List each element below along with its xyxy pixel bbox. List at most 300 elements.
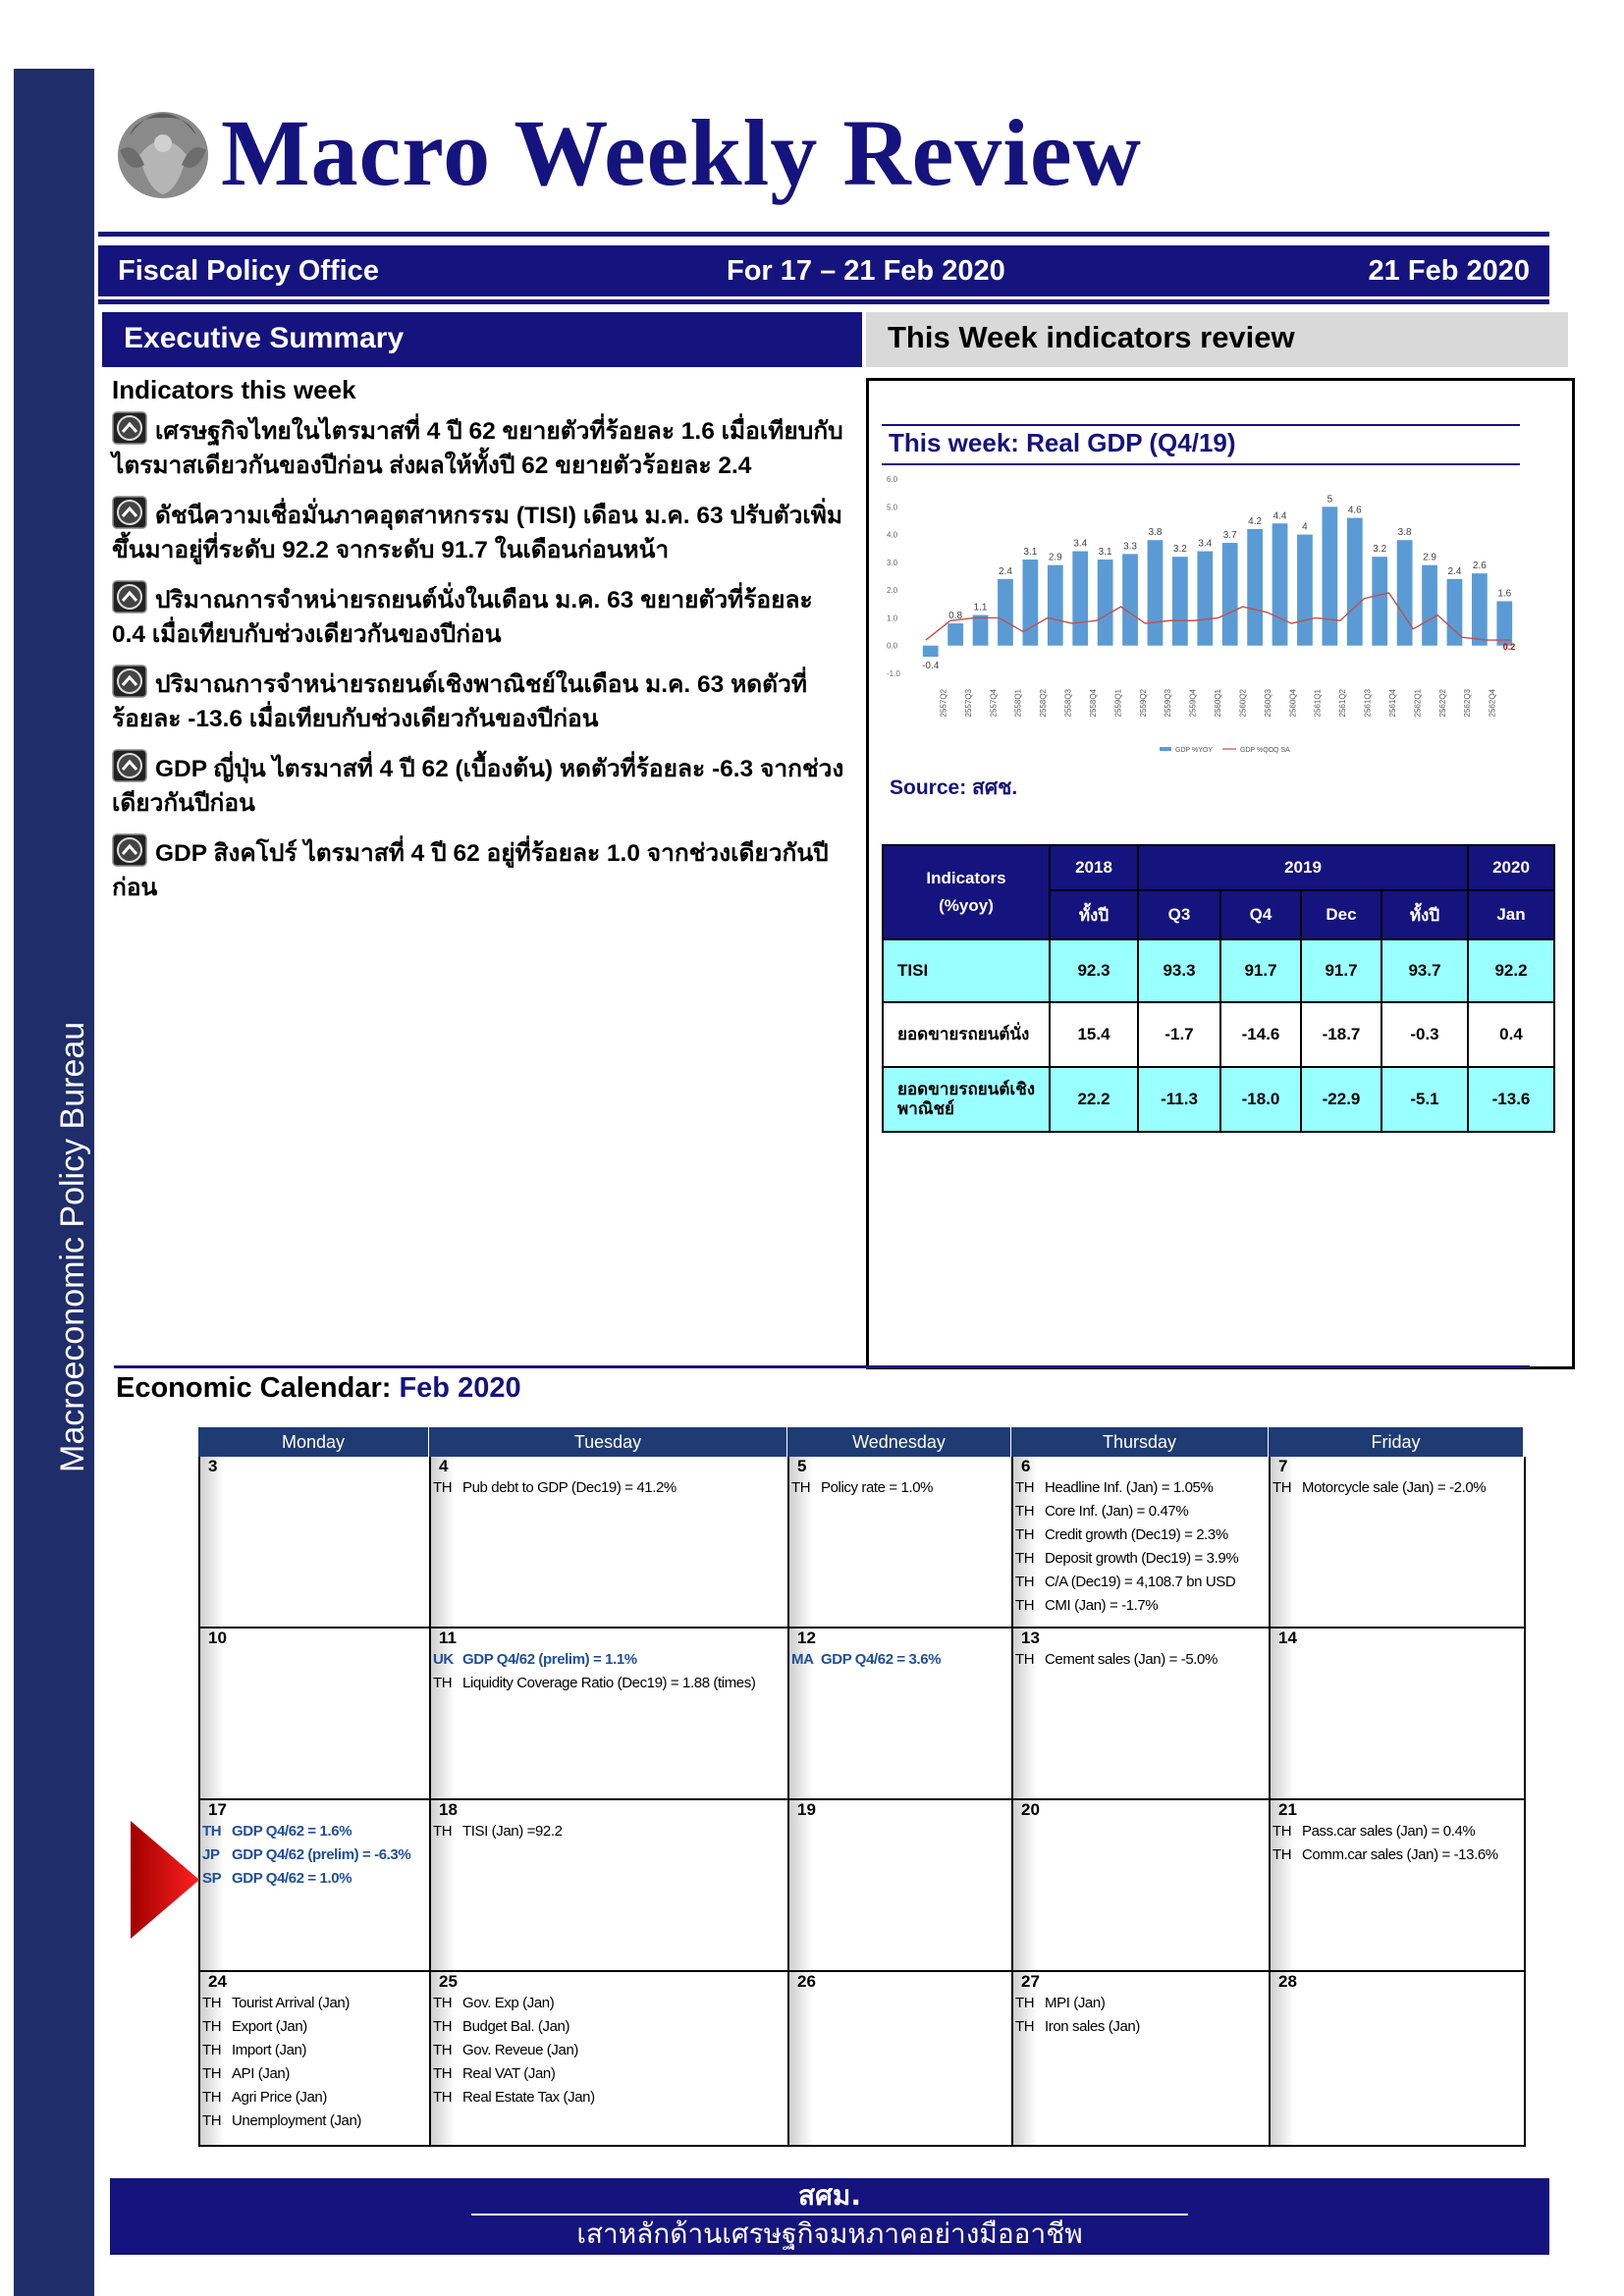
- calendar-day-number: 18: [439, 1800, 458, 1819]
- event-country: TH: [1015, 1651, 1035, 1668]
- executive-summary-heading: Executive Summary: [102, 312, 862, 367]
- bar-value-label: 2.4: [999, 565, 1012, 577]
- calendar-event: [1013, 1500, 1269, 1523]
- calendar-event: [1013, 1476, 1269, 1500]
- event-country: UK: [433, 1651, 454, 1668]
- event-text: Comm.car sales (Jan) = -13.6%: [1302, 1846, 1498, 1863]
- calendar-cell: [789, 1972, 1013, 2147]
- calendar-day-number: 10: [208, 1629, 227, 1647]
- x-tick-label: 2560Q1: [1214, 689, 1222, 718]
- gdp-yoy-bar: [1247, 529, 1263, 646]
- calendar-day-number: 17: [208, 1800, 227, 1819]
- gdp-yoy-bar: [923, 646, 939, 657]
- chart-title-rule-bottom: [882, 463, 1520, 465]
- x-tick-label: 2559Q3: [1164, 689, 1173, 718]
- chart-source: [890, 772, 1017, 804]
- calendar-day-number: 19: [797, 1800, 816, 1819]
- y-tick-label: 1.0: [887, 614, 898, 623]
- event-country: TH: [1015, 1503, 1035, 1520]
- gdp-yoy-bar: [1322, 507, 1337, 645]
- calendar-event: [200, 1992, 429, 2015]
- summary-item: [112, 749, 848, 821]
- calendar-event: [1013, 2015, 1269, 2039]
- event-text: Core Inf. (Jan) = 0.47%: [1045, 1503, 1189, 1520]
- calendar-day-number: 24: [208, 1972, 227, 1991]
- row-label: ยอดขายรถยนต์เชิงพาณิชย์: [883, 1067, 1050, 1132]
- event-country: TH: [1272, 1846, 1292, 1863]
- event-country: TH: [1015, 1550, 1035, 1567]
- calendar-day-number: 25: [439, 1972, 458, 1991]
- x-tick-label: 2557Q2: [939, 689, 948, 718]
- summary-item: [112, 665, 848, 736]
- y-tick-label: -1.0: [887, 669, 900, 678]
- gdp-yoy-bar: [1122, 554, 1138, 645]
- x-tick-label: 2560Q2: [1238, 689, 1248, 718]
- calendar-cell: [431, 1972, 789, 2147]
- event-country: MA: [791, 1651, 814, 1668]
- event-country: TH: [433, 2042, 453, 2058]
- bar-value-label: 1.1: [973, 602, 988, 614]
- event-country: TH: [202, 2112, 222, 2129]
- event-text: GDP Q4/62 = 1.6%: [232, 1823, 352, 1840]
- event-text: Gov. Exp (Jan): [462, 1995, 555, 2011]
- footer-slogan: เสาหลักด้านเศรษฐกิจมหภาคอย่างมืออาชีพ: [576, 2217, 1083, 2250]
- bar-value-label: 3.8: [1148, 527, 1163, 539]
- event-text: GDP Q4/62 = 1.0%: [232, 1870, 352, 1887]
- chart-title-rule: [882, 424, 1520, 426]
- event-country: TH: [433, 2018, 453, 2035]
- gdp-chart: [879, 469, 1527, 764]
- x-tick-label: 2562Q4: [1488, 689, 1497, 718]
- calendar-day-number: 13: [1021, 1629, 1040, 1647]
- table-cell: 15.4: [1050, 1002, 1138, 1067]
- bar-value-label: 2.4: [1447, 565, 1462, 577]
- summary-item: [112, 833, 848, 905]
- bar-value-label: 4: [1302, 521, 1308, 533]
- legend-yoy-label: GDP %YOY: [1175, 747, 1213, 754]
- calendar-event: [789, 1476, 1011, 1500]
- event-text: Real Estate Tax (Jan): [462, 2089, 595, 2106]
- calendar-event: [1013, 1648, 1269, 1672]
- table-cell: 92.2: [1468, 939, 1554, 1002]
- gdp-yoy-bar: [1272, 523, 1288, 645]
- event-text: Pub debt to GDP (Dec19) = 41.2%: [462, 1479, 677, 1496]
- summary-text: GDP ญี่ปุ่น ไตรมาสที่ 4 ปี 62 (เบื้องต้น) หดตัวที่ร้อยละ -6.3 จากช่วงเดียวกันปีก่อน: [112, 756, 844, 817]
- event-country: TH: [1272, 1823, 1292, 1840]
- x-tick-label: 2559Q1: [1113, 689, 1123, 718]
- y-tick-label: 4.0: [887, 530, 898, 540]
- event-text: Headline Inf. (Jan) = 1.05%: [1045, 1479, 1214, 1496]
- calendar-day-header: Wednesday: [787, 1427, 1011, 1457]
- calendar-cell: [789, 1457, 1013, 1629]
- period-header: Dec: [1301, 890, 1381, 939]
- gdp-yoy-bar: [1397, 540, 1413, 645]
- y-tick-label: 6.0: [887, 475, 898, 484]
- current-week-arrow-icon: [131, 1821, 199, 1939]
- table-cell: 0.4: [1468, 1002, 1554, 1067]
- report-date: 21 Feb 2020: [1368, 255, 1530, 287]
- calendar-cell: [1271, 1629, 1526, 1800]
- calendar-event: [1271, 1843, 1524, 1867]
- calendar-event: [789, 1648, 1011, 1672]
- bar-value-label: 3.1: [1023, 547, 1038, 559]
- event-text: GDP Q4/62 (prelim) = 1.1%: [462, 1651, 637, 1668]
- calendar-event: [431, 2086, 787, 2109]
- y-tick-label: 2.0: [887, 586, 898, 596]
- event-country: TH: [202, 2018, 222, 2035]
- event-text: API (Jan): [232, 2065, 290, 2082]
- period-header: ทั้งปี: [1050, 890, 1138, 939]
- bullet-chevron-icon: [112, 496, 147, 529]
- event-text: Liquidity Coverage Ratio (Dec19) = 1.88 (times): [462, 1675, 756, 1691]
- bar-value-label: 3.8: [1397, 527, 1412, 539]
- event-text: Pass.car sales (Jan) = 0.4%: [1302, 1823, 1476, 1840]
- calendar-cell: [1013, 1629, 1271, 1800]
- table-cell: -22.9: [1301, 1067, 1381, 1132]
- x-tick-label: 2561Q4: [1387, 689, 1397, 718]
- gdp-yoy-bar: [1022, 560, 1038, 646]
- event-text: Agri Price (Jan): [232, 2089, 327, 2106]
- row-label: TISI: [883, 939, 1050, 1002]
- event-text: Iron sales (Jan): [1045, 2018, 1140, 2035]
- calendar-title-prefix: Economic Calendar:: [116, 1372, 392, 1404]
- event-text: C/A (Dec19) = 4,108.7 bn USD: [1045, 1574, 1236, 1590]
- calendar-event: [431, 1672, 787, 1695]
- table-corner: [883, 845, 1050, 939]
- bar-value-label: 4.6: [1347, 505, 1362, 516]
- calendar-day-number: 26: [797, 1972, 816, 1991]
- event-country: TH: [433, 2065, 453, 2082]
- x-tick-label: 2558Q1: [1013, 689, 1023, 718]
- calendar-event: [431, 1820, 787, 1843]
- calendar-event: [200, 1843, 429, 1867]
- event-country: TH: [433, 1675, 453, 1691]
- office-name: Fiscal Policy Office: [118, 255, 379, 287]
- event-country: TH: [202, 2089, 222, 2106]
- bar-value-label: 3.4: [1198, 538, 1213, 550]
- calendar-cell: [1013, 1457, 1271, 1629]
- summary-item: [112, 411, 848, 483]
- calendar-event: [431, 1992, 787, 2015]
- calendar-event: [1271, 1476, 1524, 1500]
- calendar-event: [431, 2015, 787, 2039]
- table-cell: 93.7: [1381, 939, 1468, 1002]
- bar-value-label: 3.7: [1222, 530, 1237, 542]
- table-cell: 93.3: [1138, 939, 1220, 1002]
- calendar-cell: [1271, 1972, 1526, 2147]
- calendar-event: [200, 2039, 429, 2062]
- calendar-cell: [431, 1457, 789, 1629]
- period-header: ทั้งปี: [1381, 890, 1468, 939]
- calendar-day-header: Monday: [198, 1427, 429, 1457]
- y-tick-label: 5.0: [887, 503, 898, 512]
- gdp-yoy-bar: [973, 615, 989, 646]
- gdp-yoy-bar: [1048, 565, 1063, 646]
- calendar-title: [116, 1372, 521, 1405]
- table-cell: -5.1: [1381, 1067, 1468, 1132]
- event-text: MPI (Jan): [1045, 1995, 1106, 2011]
- calendar-grid: [198, 1457, 1524, 2147]
- footer-org: สศม.: [798, 2179, 861, 2212]
- bar-value-label: 2.9: [1048, 552, 1062, 563]
- bar-value-label: 4.4: [1272, 510, 1287, 522]
- gdp-yoy-bar: [1472, 573, 1488, 646]
- gdp-yoy-bar: [1496, 601, 1512, 645]
- summary-text: ปริมาณการจำหน่ายรถยนต์เชิงพาณิชย์ในเดือน ม.ค. 63 หดตัวที่ร้อยละ -13.6 เมื่อเทียบกับช่วงเดียวกันของปีก่อน: [112, 671, 807, 732]
- table-cell: 91.7: [1301, 939, 1381, 1002]
- calendar-rule: [114, 1365, 1530, 1368]
- bar-value-label: 3.4: [1073, 538, 1088, 550]
- calendar-day-number: 5: [797, 1457, 807, 1475]
- bar-value-label: 1.6: [1497, 588, 1512, 600]
- calendar-event: [200, 1867, 429, 1891]
- bullet-chevron-icon: [112, 665, 147, 698]
- calendar-cell: [200, 1972, 431, 2147]
- gdp-yoy-bar: [1172, 557, 1188, 646]
- event-text: Import (Jan): [232, 2042, 307, 2058]
- calendar-event: [431, 1648, 787, 1672]
- qoq-last-label: 0.2: [1502, 642, 1516, 653]
- table-cell: -1.7: [1138, 1002, 1220, 1067]
- gdp-yoy-bar: [1072, 552, 1088, 646]
- gdp-yoy-bar: [1098, 560, 1113, 646]
- calendar-day-number: 3: [208, 1457, 218, 1475]
- bullet-chevron-icon: [112, 749, 147, 782]
- table-cell: -18.7: [1301, 1002, 1381, 1067]
- calendar-event: [200, 2109, 429, 2133]
- summary-text: ปริมาณการจำหน่ายรถยนต์นั่งในเดือน ม.ค. 63 ขยายตัวที่ร้อยละ 0.4 เมื่อเทียบกับช่วงเดียวกันของปีก่อน: [112, 587, 813, 648]
- summary-text: GDP สิงคโปร์ ไตรมาสที่ 4 ปี 62 อยู่ที่ร้อยละ 1.0 จากช่วงเดียวกันปีก่อน: [112, 840, 829, 901]
- event-text: Gov. Reveue (Jan): [462, 2042, 578, 2058]
- table-row: [883, 1002, 1554, 1067]
- header-bar: [98, 241, 1549, 296]
- bar-value-label: 3.2: [1172, 544, 1187, 556]
- event-country: TH: [433, 2089, 453, 2106]
- calendar-cell: [431, 1800, 789, 1972]
- x-tick-label: 2561Q3: [1363, 689, 1373, 718]
- calendar-cell: [1271, 1800, 1526, 1972]
- event-country: TH: [433, 1823, 453, 1840]
- footer-banner: [110, 2178, 1549, 2255]
- calendar-day-number: 14: [1278, 1629, 1297, 1647]
- chart-title: This week: Real GDP (Q4/19): [889, 428, 1236, 457]
- calendar-header: [198, 1427, 1524, 1457]
- summary-item: [112, 496, 848, 567]
- event-country: TH: [202, 2042, 222, 2058]
- event-text: Policy rate = 1.0%: [821, 1479, 934, 1496]
- year-2019: 2019: [1138, 845, 1468, 890]
- calendar-day-number: 21: [1278, 1800, 1297, 1819]
- event-text: Motorcycle sale (Jan) = -2.0%: [1302, 1479, 1487, 1496]
- indicators-subheading: Indicators this week: [112, 375, 356, 404]
- y-tick-label: 3.0: [887, 558, 898, 567]
- event-country: TH: [1015, 1526, 1035, 1543]
- event-text: GDP Q4/62 (prelim) = -6.3%: [232, 1846, 411, 1863]
- gdp-yoy-bar: [1148, 540, 1164, 645]
- gdp-yoy-bar: [1422, 565, 1437, 646]
- calendar-day-number: 12: [797, 1629, 816, 1647]
- report-title: Macro Weekly Review: [221, 100, 1142, 205]
- calendar-day-header: Friday: [1269, 1427, 1524, 1457]
- period-header: Q4: [1220, 890, 1301, 939]
- table-cell: -18.0: [1220, 1067, 1301, 1132]
- header-rule-top: [98, 232, 1549, 237]
- executive-summary: [112, 373, 848, 918]
- bar-value-label: -0.4: [922, 661, 940, 672]
- table-cell: -14.6: [1220, 1002, 1301, 1067]
- event-text: Deposit growth (Dec19) = 3.9%: [1045, 1550, 1239, 1567]
- calendar-cell: [789, 1629, 1013, 1800]
- x-tick-label: 2559Q4: [1188, 689, 1198, 718]
- event-text: Credit growth (Dec19) = 2.3%: [1045, 1526, 1228, 1543]
- calendar-cell: [200, 1457, 431, 1629]
- summary-item: [112, 580, 848, 652]
- gdp-yoy-bar: [947, 623, 963, 646]
- event-text: Unemployment (Jan): [232, 2112, 362, 2129]
- calendar-day-number: 7: [1278, 1457, 1288, 1475]
- event-text: Budget Bal. (Jan): [462, 2018, 570, 2035]
- calendar-day-number: 11: [439, 1629, 457, 1647]
- header-rule-bottom: [98, 299, 1549, 304]
- calendar-cell: [431, 1629, 789, 1800]
- calendar-month: Feb 2020: [399, 1372, 521, 1404]
- x-tick-label: 2558Q2: [1039, 689, 1049, 718]
- calendar-day-number: 28: [1278, 1972, 1297, 1991]
- event-country: TH: [1015, 1479, 1035, 1496]
- bullet-chevron-icon: [112, 580, 147, 614]
- bar-value-label: 4.2: [1248, 515, 1263, 527]
- event-text: CMI (Jan) = -1.7%: [1045, 1597, 1159, 1614]
- period-header: Q3: [1138, 890, 1220, 939]
- event-text: TISI (Jan) =92.2: [462, 1823, 563, 1840]
- year-2020: 2020: [1468, 845, 1554, 890]
- calendar-day-header: Thursday: [1011, 1427, 1269, 1457]
- indicators-review-heading: This Week indicators review: [866, 312, 1568, 367]
- bar-value-label: 2.6: [1472, 561, 1487, 572]
- calendar-event: [431, 2062, 787, 2086]
- gdp-yoy-bar: [1297, 535, 1313, 646]
- calendar-day-number: 27: [1021, 1972, 1040, 1991]
- bar-value-label: 3.2: [1373, 544, 1387, 556]
- table-cell: -11.3: [1138, 1067, 1220, 1132]
- legend-yoy-swatch: [1160, 747, 1171, 751]
- event-country: SP: [202, 1870, 222, 1887]
- gdp-yoy-bar: [1372, 557, 1387, 646]
- bar-value-label: 3.3: [1123, 541, 1137, 553]
- event-text: Real VAT (Jan): [462, 2065, 556, 2082]
- x-tick-label: 2557Q3: [963, 689, 973, 718]
- x-tick-label: 2558Q3: [1063, 689, 1073, 718]
- bar-value-label: 2.9: [1423, 552, 1436, 563]
- calendar-day-number: 20: [1021, 1800, 1040, 1819]
- bar-value-label: 0.8: [948, 611, 963, 622]
- garuda-logo-icon: [110, 96, 216, 204]
- calendar-event: [1271, 1820, 1524, 1843]
- bar-value-label: 5: [1326, 494, 1333, 506]
- calendar-event: [200, 1820, 429, 1843]
- calendar-event: [1013, 1547, 1269, 1571]
- table-row: [883, 939, 1554, 1002]
- calendar-event: [1013, 1594, 1269, 1618]
- period-header: Jan: [1468, 890, 1554, 939]
- event-country: TH: [202, 2065, 222, 2082]
- event-country: TH: [1015, 1597, 1035, 1614]
- calendar-cell: [1013, 1800, 1271, 1972]
- calendar-event: [200, 2086, 429, 2109]
- corner-line-2: (%yoy): [939, 896, 994, 915]
- event-country: TH: [1272, 1479, 1292, 1496]
- calendar-event: [1013, 1571, 1269, 1594]
- x-tick-label: 2558Q4: [1088, 689, 1098, 718]
- event-text: Cement sales (Jan) = -5.0%: [1045, 1651, 1218, 1668]
- gdp-yoy-bar: [1222, 543, 1238, 646]
- calendar-event: [200, 2062, 429, 2086]
- x-tick-label: 2561Q1: [1313, 689, 1323, 718]
- calendar-event: [1013, 1992, 1269, 2015]
- event-country: TH: [1015, 2018, 1035, 2035]
- calendar-cell: [200, 1800, 431, 1972]
- event-country: TH: [433, 1479, 453, 1496]
- calendar-day-number: 4: [439, 1457, 449, 1475]
- event-text: Tourist Arrival (Jan): [232, 1995, 350, 2011]
- sidebar-title: Macroeconomic Policy Bureau: [54, 1021, 91, 1472]
- bullet-chevron-icon: [112, 411, 147, 445]
- gdp-yoy-bar: [998, 579, 1013, 646]
- indicator-table: [882, 844, 1555, 1133]
- event-country: TH: [1015, 1574, 1035, 1590]
- calendar-cell: [200, 1629, 431, 1800]
- x-tick-label: 2561Q2: [1338, 689, 1348, 718]
- calendar-event: [1013, 1523, 1269, 1547]
- corner-line-1: Indicators: [926, 869, 1006, 887]
- table-cell: -13.6: [1468, 1067, 1554, 1132]
- event-country: TH: [202, 1995, 222, 2011]
- summary-text: ดัชนีความเชื่อมั่นภาคอุตสาหกรรม (TISI) เดือน ม.ค. 63 ปรับตัวเพิ่มขึ้นมาอยู่ที่ระดับ 92.2 จากระดับ 91.7 ในเดือนก่อนหน้า: [112, 503, 843, 563]
- report-period: For 17 – 21 Feb 2020: [727, 255, 1005, 287]
- row-label: ยอดขายรถยนต์นั่ง: [883, 1002, 1050, 1067]
- event-country: TH: [791, 1479, 811, 1496]
- bullet-chevron-icon: [112, 833, 147, 867]
- table-cell: -0.3: [1381, 1002, 1468, 1067]
- x-tick-label: 2562Q3: [1463, 689, 1473, 718]
- table-cell: 92.3: [1050, 939, 1138, 1002]
- calendar-cell: [1013, 1972, 1271, 2147]
- x-tick-label: 2562Q1: [1413, 689, 1423, 718]
- x-tick-label: 2559Q2: [1138, 689, 1148, 718]
- x-tick-label: 2557Q4: [989, 689, 999, 718]
- calendar-day-header: Tuesday: [429, 1427, 787, 1457]
- calendar-event: [200, 2015, 429, 2039]
- bar-value-label: 3.1: [1098, 547, 1112, 559]
- event-country: TH: [202, 1823, 222, 1840]
- event-text: Export (Jan): [232, 2018, 307, 2035]
- year-2018: 2018: [1050, 845, 1138, 890]
- summary-text: เศรษฐกิจไทยในไตรมาสที่ 4 ปี 62 ขยายตัวที่ร้อยละ 1.6 เมื่อเทียบกับไตรมาสเดียวกันของปีก่อน ส่งผลให้ทั้งปี 62 ขยายตัวร้อยละ 2.4: [112, 418, 843, 479]
- table-cell: 91.7: [1220, 939, 1301, 1002]
- y-tick-label: 0.0: [887, 641, 898, 651]
- source-value: สศช.: [972, 776, 1018, 799]
- legend-qoq-label: GDP %QOQ SA: [1240, 747, 1290, 754]
- gdp-yoy-bar: [1197, 552, 1213, 646]
- economic-calendar: [198, 1427, 1524, 2147]
- x-tick-label: 2560Q3: [1263, 689, 1272, 718]
- table-cell: 22.2: [1050, 1067, 1138, 1132]
- calendar-cell: [1271, 1457, 1526, 1629]
- event-text: GDP Q4/62 = 3.6%: [821, 1651, 942, 1668]
- x-tick-label: 2560Q4: [1288, 689, 1298, 718]
- event-country: TH: [433, 1995, 453, 2011]
- calendar-event: [431, 2039, 787, 2062]
